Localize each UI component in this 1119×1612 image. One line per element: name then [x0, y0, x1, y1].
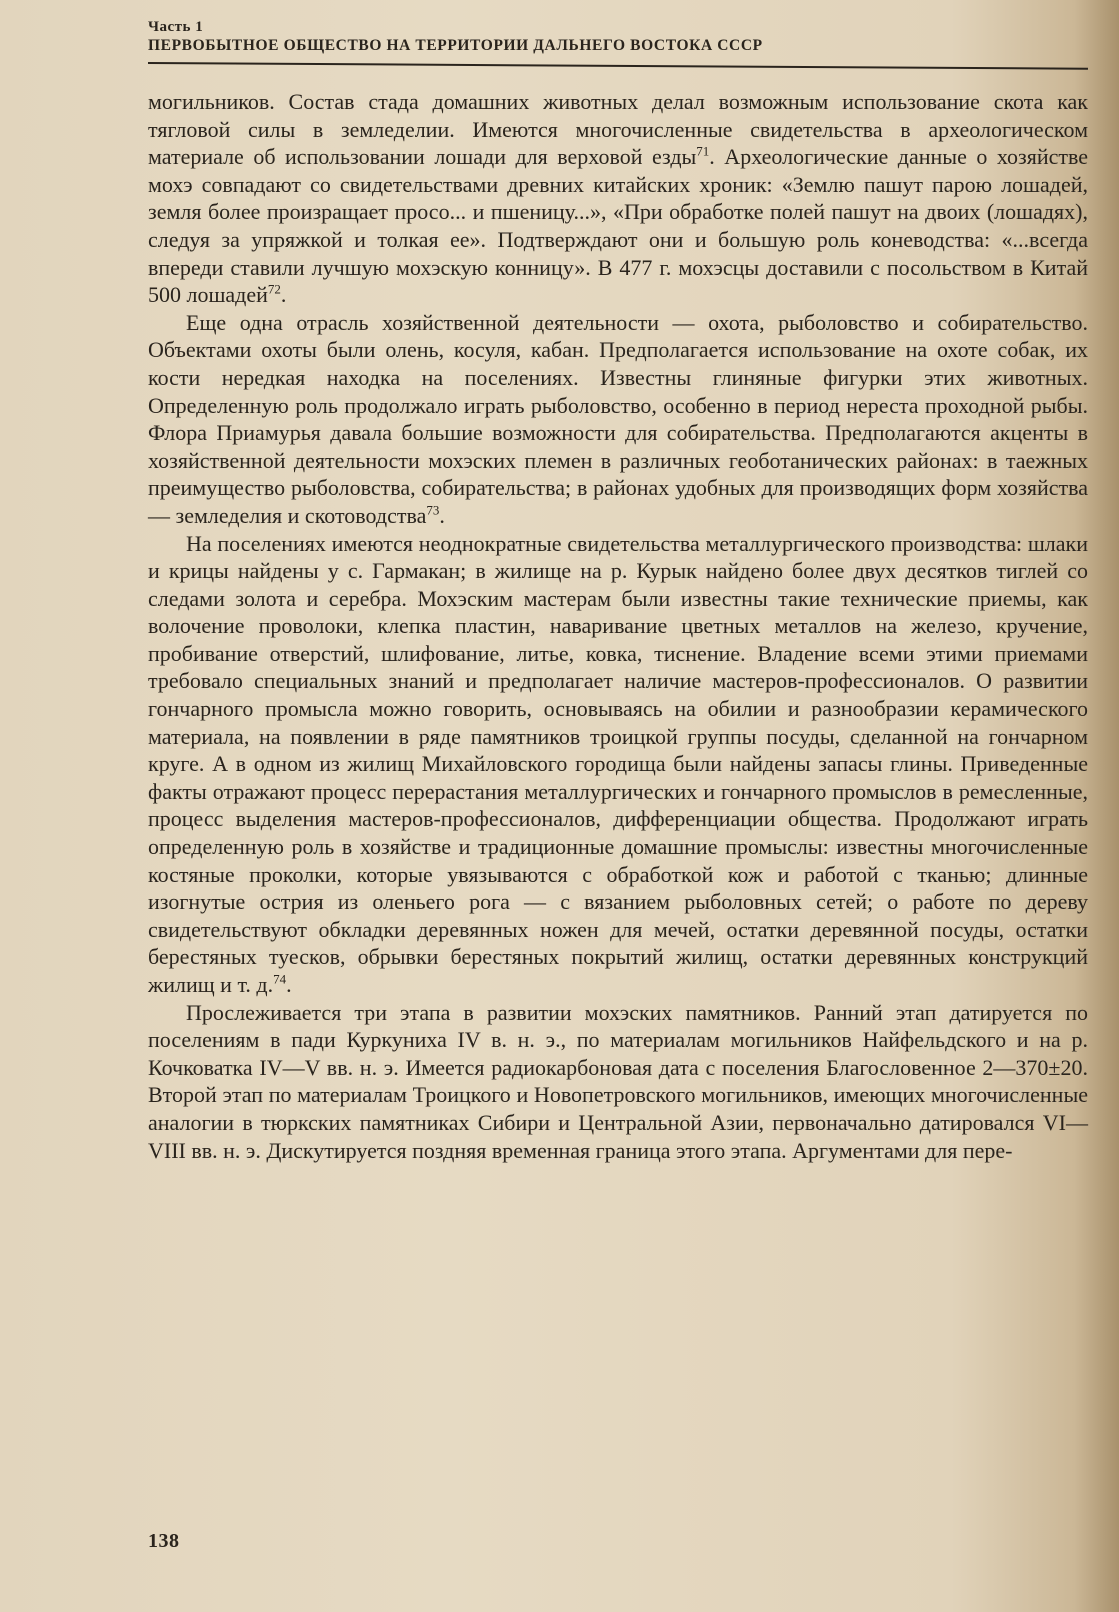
paragraph-1-text-continued: . Археологические данные о хозяйстве мохэ совпадают со свидетельствами древних китайских хроник: «Землю пашут парою лошадей, земля более произращает просо... и пшеницу...», «При обработке полей пашут на двоих (лошадях), следуя за упряжкой и толкая ее». Подтверждают они и большую роль коневодства: «...всегда впереди ставили лучшую мохэскую конницу». В 477 г. мохэсцы доставили с посольством в Китай 500 лошадей	[148, 144, 1088, 308]
paragraph-2-text: Еще одна отрасль хозяйственной деятельности — охота, рыболовство и собирательство. Объектами охоты были олень, косуля, кабан. Предполагается использование на охоте собак, их кости нередкая находка на поселениях. Известны глиняные фигурки этих животных. Определенную роль продолжало играть рыболовство, особенно в период нереста проходной рыбы. Флора Приамурья давала большие возможности для собирательства. Предполагаются акценты в хозяйственной деятельности мохэских племен в различных геоботанических районах: в таежных преимущество рыболовства, собирательства; в районах удобных для производящих форм хозяйства — земледелия и скотоводства	[148, 309, 1088, 528]
footnote-marker-74: 74	[273, 971, 287, 987]
paragraph-1-text: могильников. Состав стада домашних животных делал возможным использование скота как тягловой силы в земледелии. Имеются многочисленные свидетельства в археологическом материале об использовании лошади для верховой езды	[148, 89, 1088, 170]
part-title: ПЕРВОБЫТНОЕ ОБЩЕСТВО НА ТЕРРИТОРИИ ДАЛЬНЕГО ВОСТОКА СССР	[148, 37, 763, 54]
running-head	[148, 18, 1088, 64]
body-text	[148, 88, 1088, 1164]
paragraph-1-text-end: .	[280, 282, 287, 308]
page-number: 138	[148, 1530, 180, 1552]
footnote-marker-72: 72	[267, 281, 281, 297]
footnote-marker-73: 73	[426, 502, 440, 518]
paragraph-4	[148, 999, 1088, 1165]
paragraph-3	[148, 530, 1088, 999]
paragraph-3-text-end: .	[286, 972, 292, 997]
paragraph-1	[148, 88, 1088, 309]
paragraph-2-text-end: .	[439, 502, 445, 528]
paragraph-2	[148, 309, 1088, 530]
part-label: Часть 1	[148, 19, 204, 35]
paragraph-4-text: Прослеживается три этапа в развитии мохэских памятников. Ранний этап датируется по поселениям в пади Куркуниха IV в. н. э., по материалам могильников Найфельдского и на р. Кочковатка IV—V вв. н. э. Имеется радиокарбоновая дата с поселения Благословенное 2—370±20. Второй этап по материалам Троицкого и Новопетровского могильников, имеющих многочисленные аналогии в тюркских памятниках Сибири и Центральной Азии, первоначально датировался VI—VIII вв. н. э. Дискутируется поздняя временная граница этого этапа. Аргументами для пере-	[148, 999, 1088, 1163]
header-rule	[148, 62, 1088, 70]
footnote-marker-71: 71	[696, 143, 710, 159]
paragraph-3-text: На поселениях имеются неоднократные свидетельства металлургического производства: шлаки и крицы найдены у с. Гармакан; в жилище на р. Курык найдено более двух десятков тиглей со следами золота и серебра. Мохэским мастерам были известны такие технические приемы, как волочение проволоки, клепка пластин, наваривание цветных металлов на железо, кручение, пробивание отверстий, шлифование, литье, ковка, тиснение. Владение всеми этими приемами требовало специальных знаний и предполагает наличие мастеров-профессионалов. О развитии гончарного промысла можно говорить, основываясь на обилии и разнообразии керамического материала, на появлении в ряде памятников троицкой группы посуды, сделанной на гончарном круге. А в одном из жилищ Михайловского городища были найдены запасы глины. Приведенные факты отражают процесс перерастания металлургических и гончарного промыслов в ремесленные, процесс выделения мастеров-профессионалов, дифференциации общества. Продолжают играть определенную роль в хозяйстве и традиционные домашние промыслы: известны многочисленные костяные проколки, которые увязываются с обработкой кож и работой с тканью; длинные изогнутые острия из оленьего рога — с вязанием рыболовных сетей; о работе по дереву свидетельствуют обкладки деревянных ножен для мечей, остатки деревянной посуды, остатки берестяных туесков, обрывки берестяных покрытий жилищ, остатки деревянных конструкций жилищ и т. д.	[148, 530, 1088, 997]
